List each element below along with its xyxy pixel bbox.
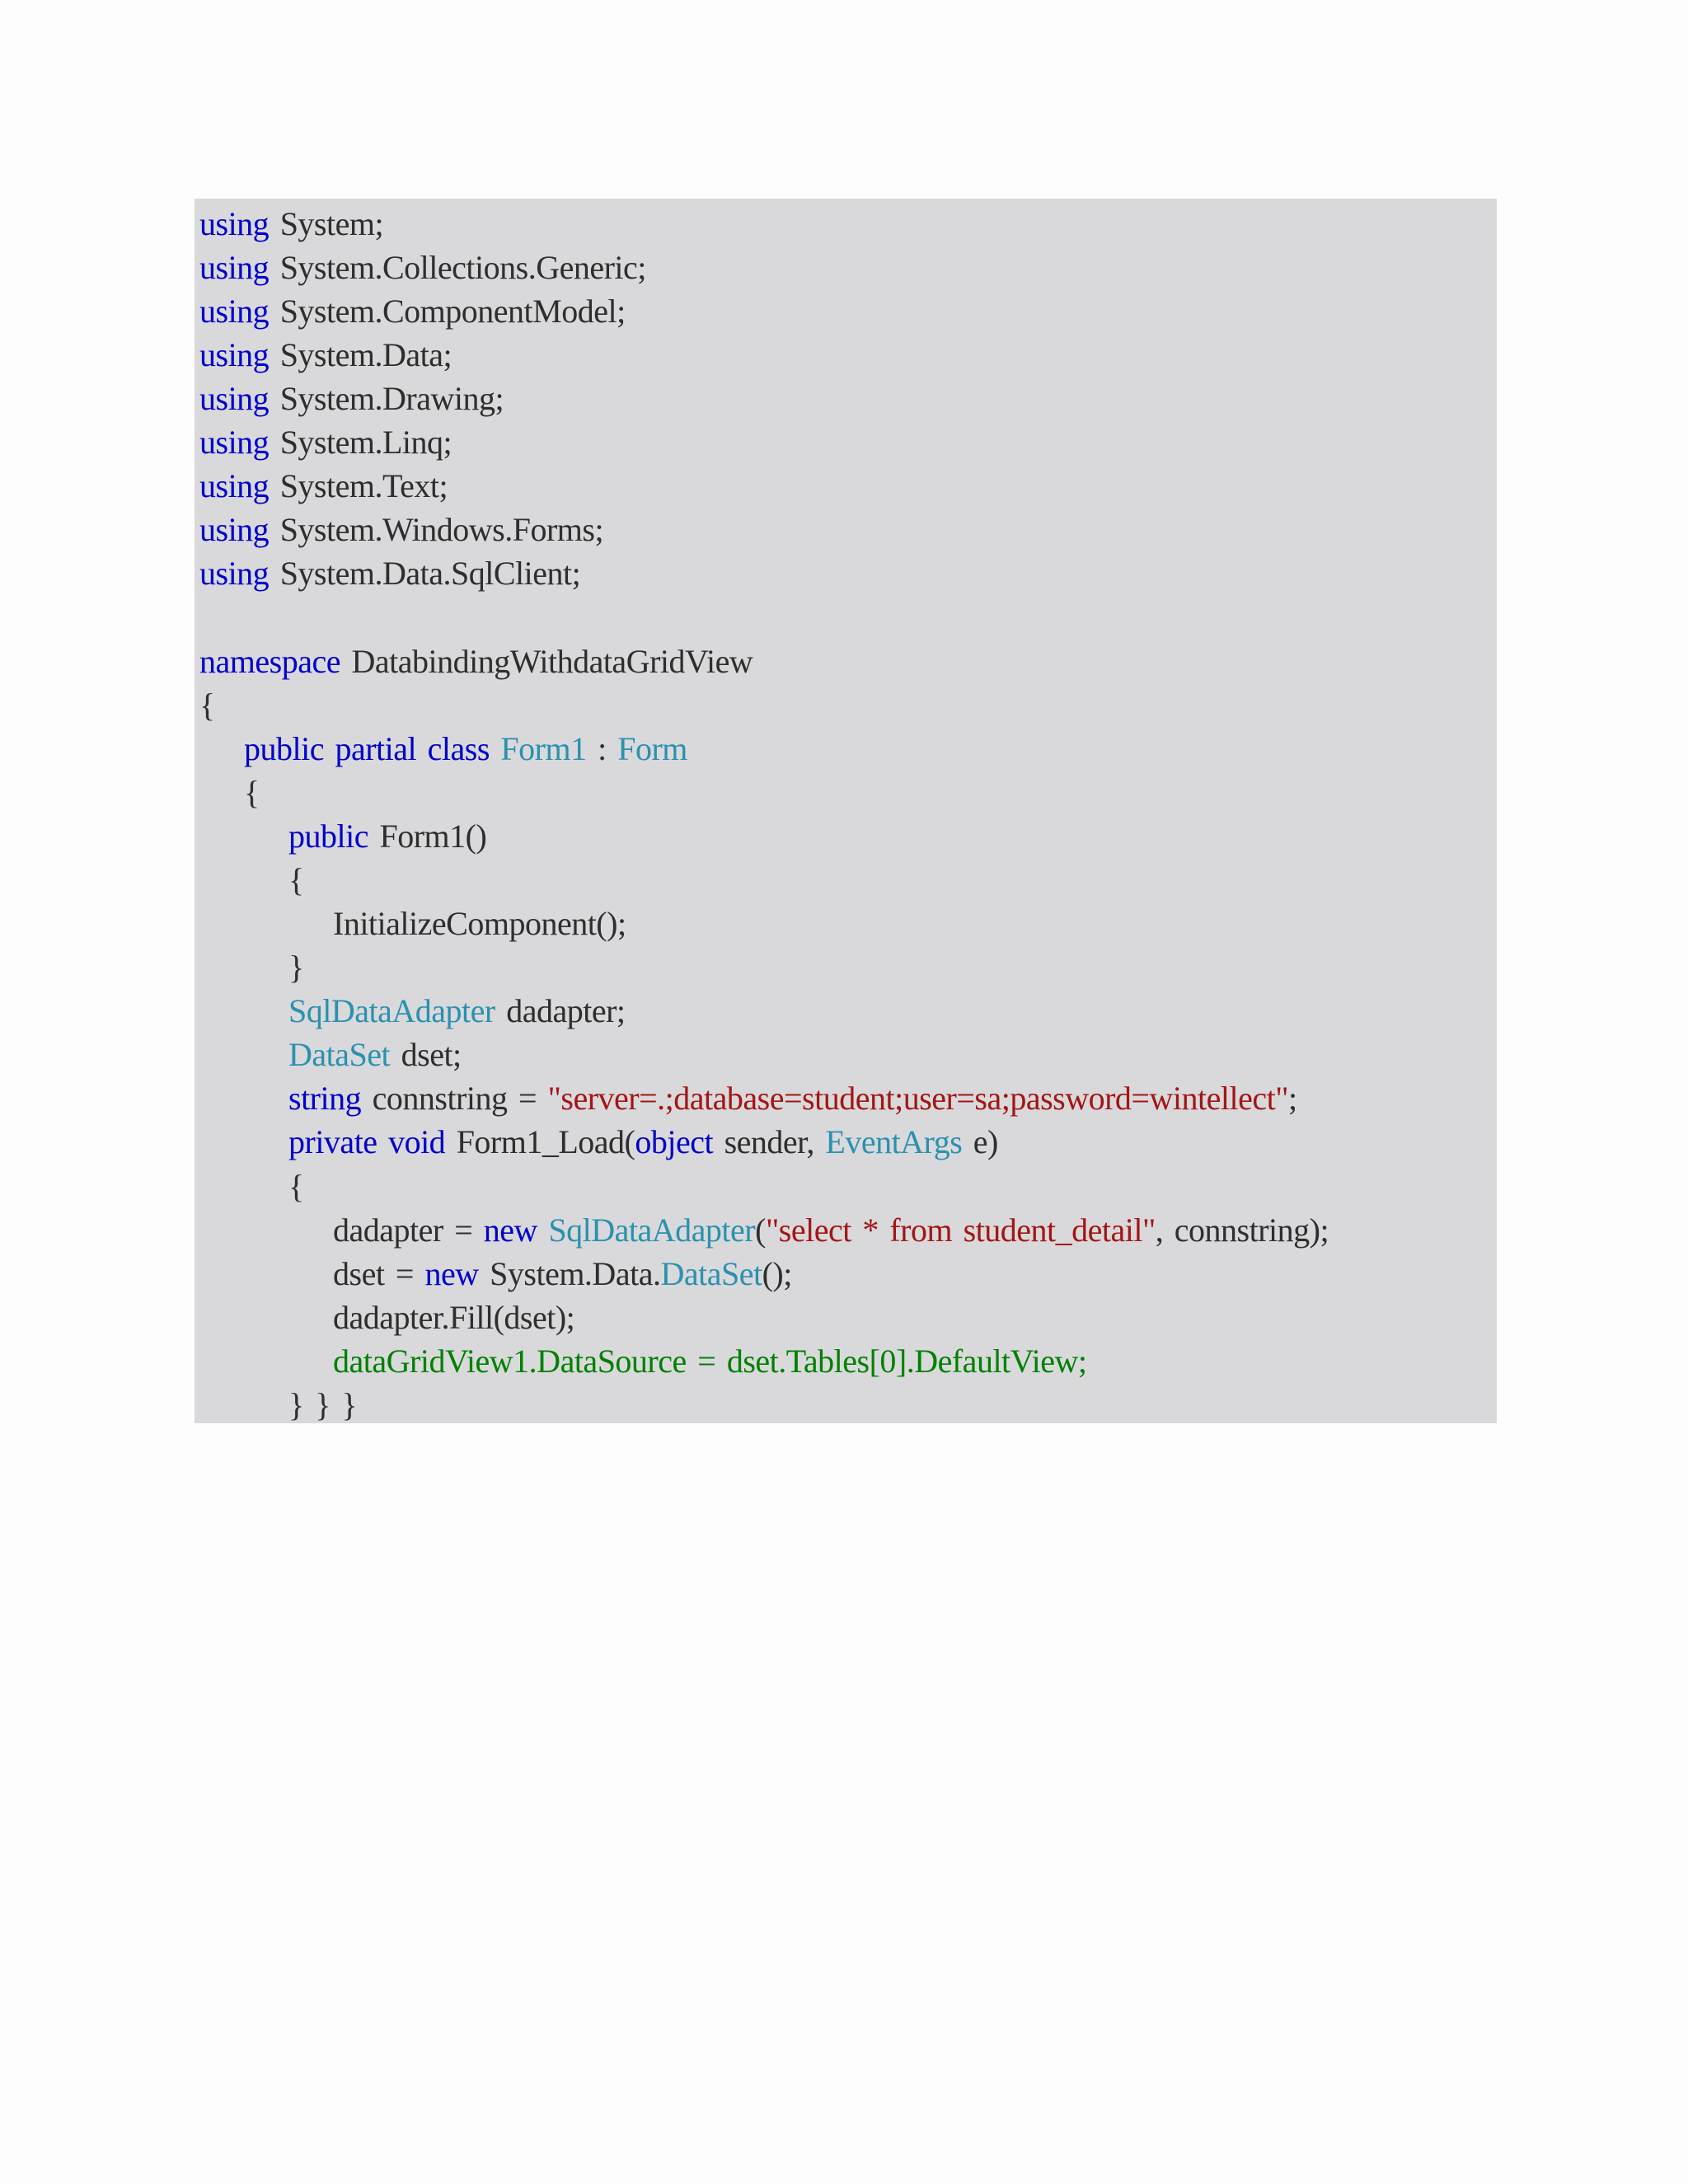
code-token: string: [288, 1080, 362, 1117]
code-token: {: [199, 861, 304, 898]
code-token: Form1: [500, 730, 587, 767]
code-line: [199, 989, 626, 1033]
code-token: DataSet: [288, 1036, 391, 1073]
code-line: [199, 814, 486, 858]
code-line: [199, 1208, 1329, 1252]
code-token: SqlDataAdapter: [288, 992, 495, 1029]
code-token: new: [483, 1212, 537, 1249]
code-token: using: [199, 336, 270, 373]
code-token: [199, 730, 244, 767]
code-token: DatabindingWithdataGridView: [340, 643, 753, 680]
code-token: :: [586, 730, 618, 767]
code-token: [199, 1123, 288, 1160]
code-token: ;: [1288, 1080, 1297, 1117]
code-line: [199, 551, 580, 595]
code-token: EventArgs: [825, 1123, 963, 1160]
code-token: System.Windows.Forms;: [269, 511, 604, 548]
code-token: object: [635, 1123, 714, 1160]
code-token: }: [199, 949, 304, 986]
code-token: Form1_Load(: [445, 1123, 635, 1160]
code-token: public: [288, 818, 368, 855]
code-token: connstring =: [361, 1080, 548, 1117]
code-token: using: [199, 293, 270, 330]
code-line: [199, 945, 304, 989]
code-token: dadapter.Fill(dset);: [199, 1299, 575, 1336]
code-line: [199, 377, 504, 420]
code-token: using: [199, 380, 270, 417]
code-token: void: [388, 1123, 446, 1160]
code-token: dset =: [199, 1255, 425, 1292]
code-line: [199, 727, 687, 771]
code-line: [199, 1165, 304, 1208]
code-token: new: [424, 1255, 479, 1292]
code-token: SqlDataAdapter: [548, 1212, 756, 1249]
code-token: sender,: [713, 1123, 826, 1160]
code-token: [416, 730, 428, 767]
code-token: namespace: [199, 643, 340, 680]
code-line: [199, 1339, 1087, 1383]
code-token: using: [199, 249, 270, 286]
code-token: } } }: [199, 1386, 358, 1423]
code-token: public: [244, 730, 324, 767]
code-line: [199, 246, 646, 289]
code-token: [490, 730, 501, 767]
code-token: partial: [335, 730, 417, 767]
code-line: [199, 508, 603, 551]
code-line: [199, 1033, 462, 1076]
code-token: ();: [762, 1255, 792, 1292]
code-line: [199, 771, 260, 814]
code-line: [199, 1252, 792, 1296]
code-token: "server=.;database=student;user=sa;password=wintellect": [547, 1080, 1289, 1117]
code-line: [199, 902, 626, 945]
code-line: [199, 1296, 574, 1339]
code-token: "select * from student_detail": [765, 1212, 1156, 1249]
code-token: {: [199, 687, 215, 724]
code-token: [199, 1343, 333, 1380]
code-token: Form: [617, 730, 687, 767]
code-token: dataGridView1.DataSource = dset.Tables[0].DefaultView;: [333, 1343, 1087, 1380]
code-token: dadapter =: [199, 1212, 484, 1249]
code-token: InitializeComponent();: [199, 905, 626, 942]
code-token: System.Drawing;: [269, 380, 504, 417]
code-token: using: [199, 205, 270, 242]
code-line: [199, 464, 448, 508]
code-line: [199, 289, 626, 333]
code-block: [195, 199, 1497, 1423]
code-token: [377, 1123, 389, 1160]
code-token: e): [962, 1123, 998, 1160]
code-token: using: [199, 555, 270, 592]
code-token: System.Text;: [269, 467, 448, 504]
code-token: {: [199, 774, 260, 811]
code-token: System.Data;: [269, 336, 452, 373]
code-token: dadapter;: [495, 992, 626, 1029]
code-token: System.Data.SqlClient;: [269, 555, 581, 592]
code-token: dset;: [390, 1036, 462, 1073]
code-token: [199, 1036, 288, 1073]
code-token: DataSet: [660, 1255, 762, 1292]
code-token: [199, 818, 288, 855]
code-line: [199, 683, 215, 727]
code-token: System.ComponentModel;: [269, 293, 626, 330]
code-token: [199, 1080, 288, 1117]
code-line: [199, 858, 304, 902]
code-token: using: [199, 467, 270, 504]
code-line: [199, 1076, 1297, 1120]
code-line: [199, 1383, 357, 1427]
code-line: [199, 202, 383, 246]
code-token: [324, 730, 335, 767]
code-token: , connstring);: [1155, 1212, 1329, 1249]
code-token: System.Data.: [478, 1255, 661, 1292]
code-token: System;: [269, 205, 384, 242]
code-token: [199, 992, 288, 1029]
code-token: System.Linq;: [269, 424, 452, 461]
code-token: Form1(): [368, 818, 487, 855]
code-token: using: [199, 424, 270, 461]
code-token: {: [199, 1168, 304, 1205]
code-line: [199, 420, 452, 464]
code-token: [537, 1212, 549, 1249]
code-line: [199, 333, 452, 377]
code-token: private: [288, 1123, 377, 1160]
code-token: class: [427, 730, 490, 767]
code-line: [199, 1120, 998, 1164]
code-line: [199, 640, 753, 683]
code-token: using: [199, 511, 270, 548]
code-token: (: [755, 1212, 766, 1249]
code-token: System.Collections.Generic;: [269, 249, 646, 286]
